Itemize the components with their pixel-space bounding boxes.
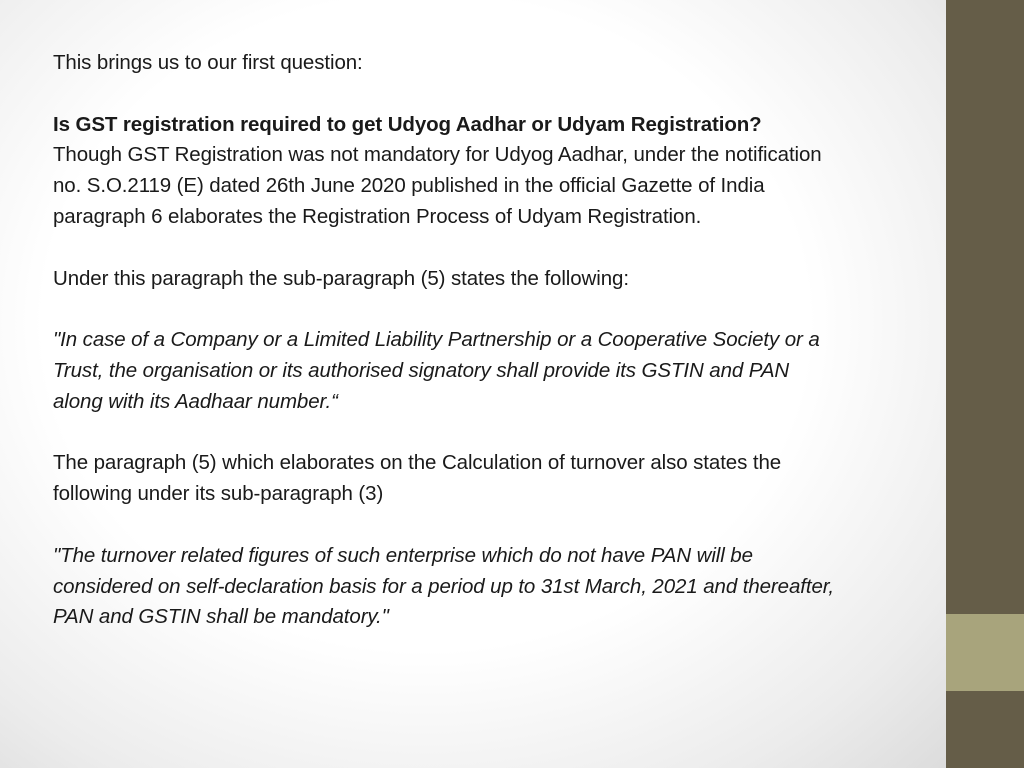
answer-paragraph: Though GST Registration was not mandatory for Udyog Aadhar, under the notification no. S.O.2119 (E) dated 26th June 2020 published in the official Gazette of India paragraph 6 elaborates the Registration Process of Udyam Registration.: [53, 143, 822, 228]
slide-content: [53, 48, 843, 633]
spacer: [53, 233, 843, 264]
question-heading: Is GST registration required to get Udyog Aadhar or Udyam Registration?: [53, 112, 762, 136]
quote-turnover: "The turnover related figures of such enterprise which do not have PAN will be considered on self-declaration basis for a period up to 31st March, 2021 and thereafter, PAN and GSTIN shall be mandatory.": [53, 543, 834, 629]
intro-text: This brings us to our first question:: [53, 51, 363, 74]
quote-gstin-pan: "In case of a Company or a Limited Liability Partnership or a Cooperative Society or a Trust, the organisation or its authorised signatory shall provide its GSTIN and PAN along with its Aadhaar number.“: [53, 328, 820, 413]
spacer: [53, 510, 843, 541]
spacer: [53, 79, 843, 110]
decorative-sidebar-accent: [946, 614, 1024, 691]
spacer: [53, 418, 843, 449]
spacer: [53, 294, 843, 325]
sub-paragraph-intro: Under this paragraph the sub-paragraph (5) states the following:: [53, 266, 629, 290]
turnover-paragraph: The paragraph (5) which elaborates on the Calculation of turnover also states the following under its sub-paragraph (3): [53, 451, 782, 506]
